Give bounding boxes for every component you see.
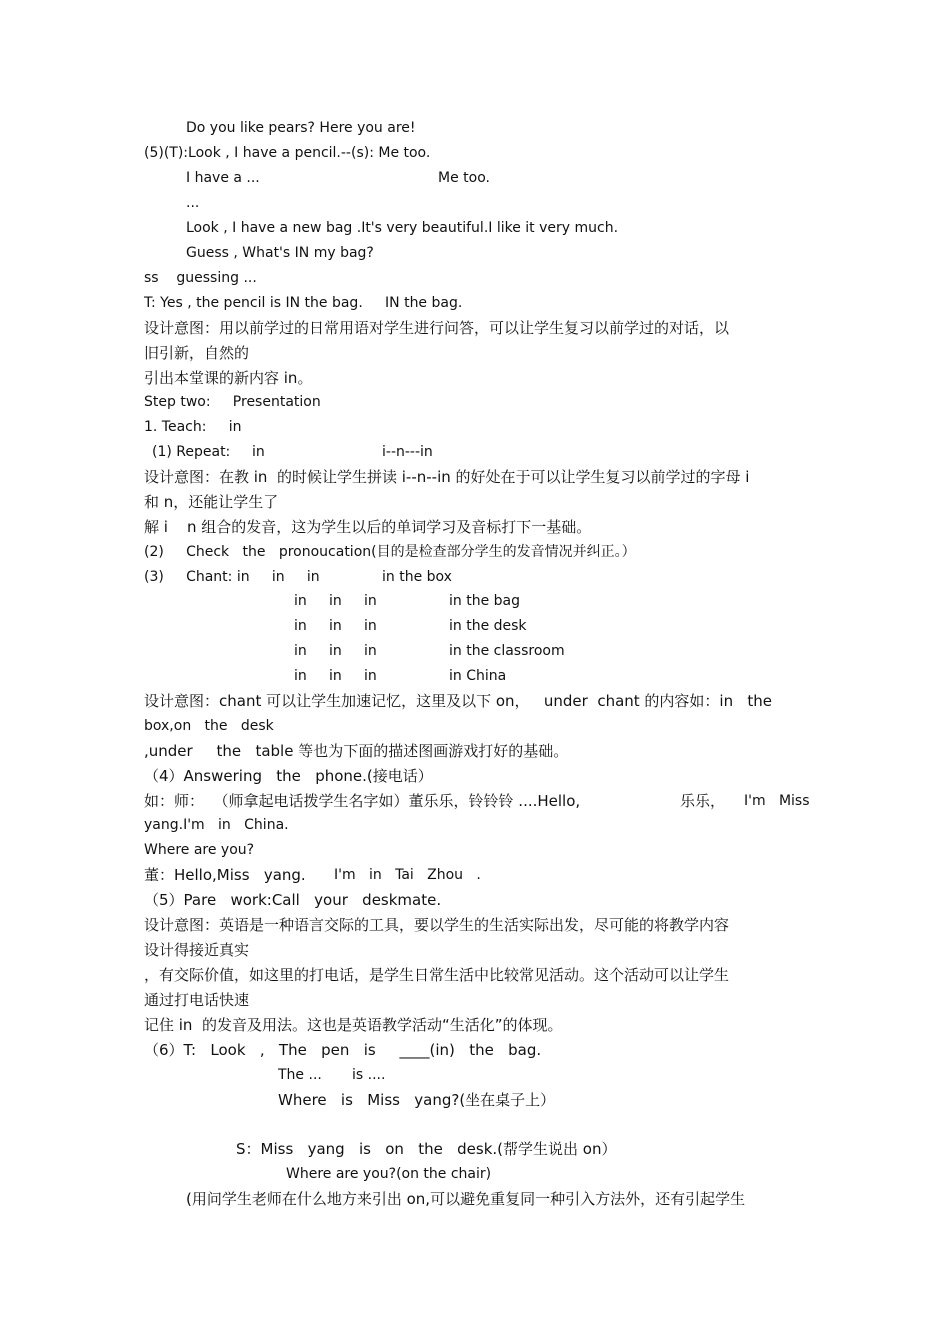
text-line: 设计意图：chant 可以让学生加速记忆，这里及以下 on， under chant 的内容如：in the — [144, 692, 773, 710]
text-line: ... — [186, 195, 200, 211]
text-line: 设计得接近真实 — [144, 941, 250, 959]
text-line: in the desk — [449, 618, 527, 634]
text-line: in the box — [382, 569, 452, 585]
text-line: Do you like pears? Here you are! — [186, 120, 416, 136]
text-line: (3) Chant: in in in — [144, 569, 320, 585]
text-line: （5）Pare work:Call your deskmate. — [144, 891, 442, 909]
text-line: （6）T: Look , The pen is ____(in) the bag. — [144, 1041, 542, 1059]
text-line: ，有交际价值，如这里的打电话，是学生日常生活中比较常见活动。这个活动可以让学生 — [144, 966, 730, 984]
text-line: ss guessing ... — [144, 270, 257, 286]
text-line: in in in — [294, 643, 377, 659]
text-line: in the bag — [449, 593, 520, 609]
text-line: is .... — [352, 1067, 386, 1083]
text-line: i--n---in — [382, 444, 433, 460]
text-line: Where are you?(on the chair) — [286, 1166, 492, 1182]
text-line: （4）Answering the phone.(接电话） — [144, 767, 433, 785]
text-line: I'm Miss — [744, 793, 810, 809]
text-line: 记住 in 的发音及用法。这也是英语教学活动“生活化”的体现。 — [144, 1016, 563, 1034]
text-line: 董：Hello,Miss yang. — [144, 866, 306, 884]
text-line: (2) Check the pronoucation(目的是检查部分学生的发音情况并纠正。） — [144, 544, 636, 560]
text-line: Step two: Presentation — [144, 394, 321, 410]
text-line: 乐乐， — [680, 792, 726, 810]
text-line: The ... — [278, 1067, 322, 1083]
text-line: Where are you? — [144, 842, 255, 858]
text-line: (1) Repeat: — [152, 444, 231, 460]
text-line: 设计意图：英语是一种语言交际的工具，要以学生的生活实际出发，尽可能的将教学内容 — [144, 916, 730, 934]
text-line: in in in — [294, 668, 377, 684]
text-line: in in in — [294, 618, 377, 634]
text-line: (5)(T):Look , I have a pencil.--(s): Me too. — [144, 145, 431, 161]
text-line: in the classroom — [449, 643, 565, 659]
text-line: 如：师： （师拿起电话拨学生名字如）董乐乐，铃铃铃 ....Hello, — [144, 792, 581, 810]
text-line: Look , I have a new bag .It's very beautiful.I like it very much. — [186, 220, 619, 236]
text-line: Me too. — [438, 170, 490, 186]
text-line: 1. Teach: in — [144, 419, 242, 435]
text-line: 和 n，还能让学生了 — [144, 493, 279, 511]
text-line: yang.I'm in China. — [144, 817, 289, 833]
text-line: (用问学生老师在什么地方来引出 on,可以避免重复同一种引入方法外，还有引起学生 — [186, 1190, 746, 1208]
text-line: 设计意图：用以前学过的日常用语对学生进行问答，可以让学生复习以前学过的对话，以 — [144, 319, 730, 337]
text-line: Guess , What's IN my bag? — [186, 245, 374, 261]
text-line: ,under the table 等也为下面的描述图画游戏打好的基础。 — [144, 742, 569, 760]
text-line: 旧引新，自然的 — [144, 344, 250, 362]
text-line: T: Yes , the pencil is IN the bag. IN the bag. — [144, 295, 463, 311]
text-line: I'm in Tai Zhou . — [334, 867, 481, 883]
text-line: Where is Miss yang?(坐在桌子上） — [278, 1091, 556, 1109]
text-line: 解 i n 组合的发音，这为学生以后的单词学习及音标打下一基础。 — [144, 518, 592, 536]
text-line: box,on the desk — [144, 718, 274, 734]
text-line: 引出本堂课的新内容 in。 — [144, 369, 313, 387]
text-line: in in in — [294, 593, 377, 609]
text-line: 通过打电话快速 — [144, 991, 250, 1009]
text-line: in — [252, 444, 265, 460]
text-line: in China — [449, 668, 507, 684]
text-line: 设计意图：在教 in 的时候让学生拼读 i--n--in 的好处在于可以让学生复习以前学过的字母 i — [144, 468, 750, 486]
text-line: I have a ... — [186, 170, 260, 186]
text-line: S：Miss yang is on the desk.(帮学生说出 on） — [236, 1140, 617, 1158]
